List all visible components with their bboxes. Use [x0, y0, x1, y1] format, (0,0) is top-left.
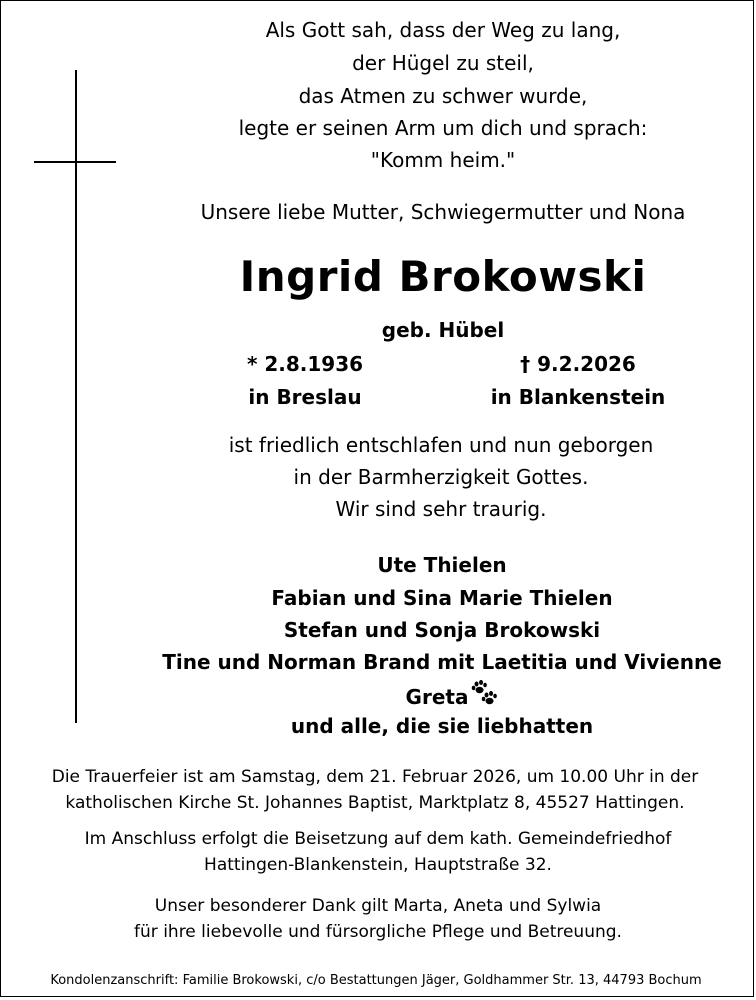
mourner-4: Tine und Norman Brand mit Laetitia und Vivienne — [162, 650, 722, 674]
birth-place: in Breslau — [248, 385, 362, 409]
condolence-address: Kondolenzanschrift: Familie Brokowski, c/o Bestattungen Jäger, Goldhammer Str. 13, 44793 Bochum — [50, 973, 702, 988]
mourner-1: Ute Thielen — [377, 553, 507, 577]
birth-date: * 2.8.1936 — [246, 352, 364, 376]
death-place: in Blankenstein — [490, 385, 666, 409]
message-line-3: Wir sind sehr traurig. — [335, 497, 547, 521]
burial-line-2: Hattingen-Blankenstein, Hauptstraße 32. — [204, 855, 552, 875]
thanks-line-1: Unser besonderer Dank gilt Marta, Aneta und Sylwia — [154, 896, 602, 916]
message-line-1: ist friedlich entschlafen und nun geborgen — [228, 433, 654, 457]
mourner-2: Fabian und Sina Marie Thielen — [271, 586, 613, 610]
mourner-5 — [406, 680, 499, 711]
intro-text: Unsere liebe Mutter, Schwiegermutter und Nona — [200, 200, 686, 224]
message-line-2: in der Barmherzigkeit Gottes. — [293, 465, 589, 489]
death-date: † 9.2.2026 — [520, 352, 636, 376]
poem-line-2: der Hügel zu steil, — [352, 51, 534, 75]
ceremony-line-2: katholischen Kirche St. Johannes Baptist, Marktplatz 8, 45527 Hattingen. — [65, 793, 685, 813]
mourner-5-name: Greta — [405, 685, 469, 709]
thanks-line-2: für ihre liebevolle und fürsorgliche Pflege und Betreuung. — [134, 922, 622, 942]
poem-line-3: das Atmen zu schwer wurde, — [298, 84, 588, 108]
deceased-name: Ingrid Brokowski — [239, 252, 647, 301]
mourner-3: Stefan und Sonja Brokowski — [283, 618, 601, 642]
maiden-name: geb. Hübel — [381, 318, 505, 342]
poem-line-1: Als Gott sah, dass der Weg zu lang, — [265, 18, 621, 42]
ceremony-line-1: Die Trauerfeier ist am Samstag, dem 21. Februar 2026, um 10.00 Uhr in der — [51, 767, 699, 787]
burial-line-1: Im Anschluss erfolgt die Beisetzung auf dem kath. Gemeindefriedhof — [84, 829, 672, 849]
mourner-6: und alle, die sie liebhatten — [290, 714, 594, 738]
poem-line-4: legte er seinen Arm um dich und sprach: — [238, 116, 648, 140]
paw-prints-icon — [470, 680, 498, 711]
poem-line-5: "Komm heim." — [370, 148, 516, 172]
